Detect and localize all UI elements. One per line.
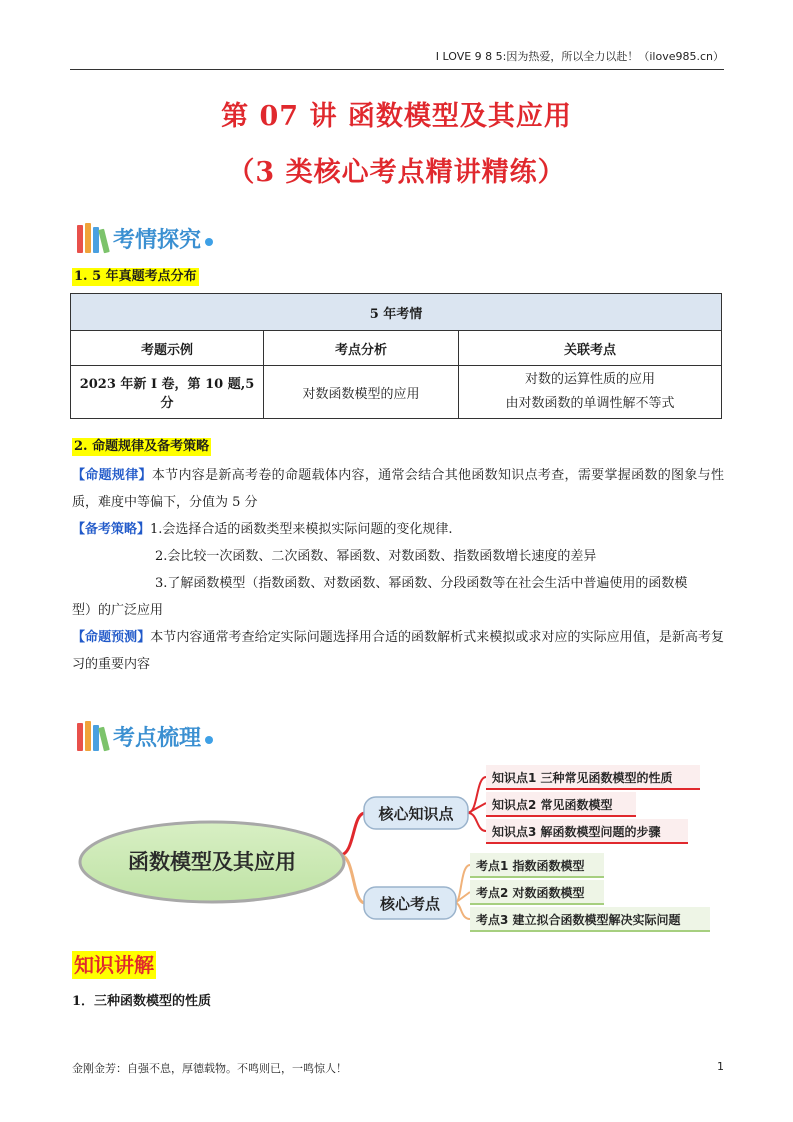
related-item: 由对数函数的单调性解不等式 [505, 396, 675, 411]
table-header: 考点分析 [264, 331, 459, 366]
leaf-label: 考点2 对数函数模型 [476, 886, 585, 900]
strategy-item: 3.了解函数模型（指数函数、对数函数、幂函数、分段函数等在社会生活中普遍使用的函数模 [155, 576, 688, 591]
strategy-paragraph [72, 516, 724, 543]
strategy-item: 2.会比较一次函数、二次函数、幂函数、对数函数、指数函数增长速度的差异 [155, 549, 597, 564]
page-header: I LOVE 9 8 5:因为热爱，所以全力以赴！（ilove985.cn） [70, 48, 724, 70]
page-subtitle: （3 类核心考点精讲精练） [227, 157, 566, 188]
leaf-label: 考点1 指数函数模型 [476, 859, 585, 873]
mindmap-center-label: 函数模型及其应用 [128, 850, 296, 874]
section-banner-kaodian [77, 718, 213, 754]
strategy-item: 型）的广泛应用 [72, 603, 164, 618]
table-cell: 对数函数模型的应用 [264, 366, 459, 419]
section-banner-kaoqing [77, 220, 213, 256]
books-icon [77, 223, 109, 253]
table-row [71, 366, 722, 419]
strategy-item: 1.会选择合适的函数类型来模拟实际问题的变化规律. [150, 522, 453, 537]
page-footer [72, 1060, 724, 1076]
predict-paragraph [72, 624, 724, 678]
knowledge-sub-heading: 1．三种函数模型的性质 [72, 994, 212, 1009]
page-title: 第 07 讲 函数模型及其应用 [221, 101, 572, 132]
branch-label: 核心知识点 [378, 805, 454, 823]
leaf-label: 知识点1 三种常见函数模型的性质 [492, 771, 673, 785]
predict-text: 本节内容通常考查给定实际问题选择用合适的函数解析式来模拟或求对应的实际应用值，是新高考复习的重要内容 [72, 630, 724, 672]
banner-title: 考点梳理 [113, 725, 202, 751]
rule-paragraph [72, 462, 724, 516]
part2-heading: 2. 命题规律及备考策略 [74, 439, 210, 454]
predict-label: 【命题预测】 [72, 630, 151, 645]
books-icon [77, 721, 109, 751]
related-item: 对数的运算性质的应用 [524, 372, 655, 387]
leaf-label: 知识点2 常见函数模型 [492, 798, 613, 812]
exam-table [70, 293, 722, 419]
table-header: 关联考点 [459, 331, 722, 366]
rule-label: 【命题规律】 [72, 468, 152, 483]
footer-motto: 金刚金芳：自强不息，厚德载物。不鸣则已，一鸣惊人！ [72, 1062, 347, 1075]
table-cell: 2023 年新 I 卷，第 10 题,5 分 [71, 366, 264, 419]
page-number: 1 [717, 1060, 724, 1073]
knowledge-heading: 知识讲解 [74, 953, 154, 977]
part1-heading: 1. 5 年真题考点分布 [74, 269, 197, 284]
rule-text: 本节内容是新高考卷的命题载体内容，通常会结合其他函数知识点考查，需要掌握函数的图象与性质，难度中等偏下，分值为 5 分 [72, 468, 724, 510]
leaf-label: 考点3 建立拟合函数模型解决实际问题 [476, 913, 681, 927]
table-cell [459, 366, 722, 419]
table-header: 考题示例 [71, 331, 264, 366]
leaf-label: 知识点3 解函数模型问题的步骤 [492, 825, 661, 839]
connector [340, 813, 365, 855]
banner-title: 考情探究 [113, 227, 202, 253]
table-caption: 5 年考情 [71, 294, 722, 331]
dot-icon [205, 238, 213, 246]
branch-label: 核心考点 [379, 895, 441, 913]
mind-map [0, 755, 793, 940]
dot-icon [205, 736, 213, 744]
strategy-label: 【备考策略】 [72, 522, 151, 537]
